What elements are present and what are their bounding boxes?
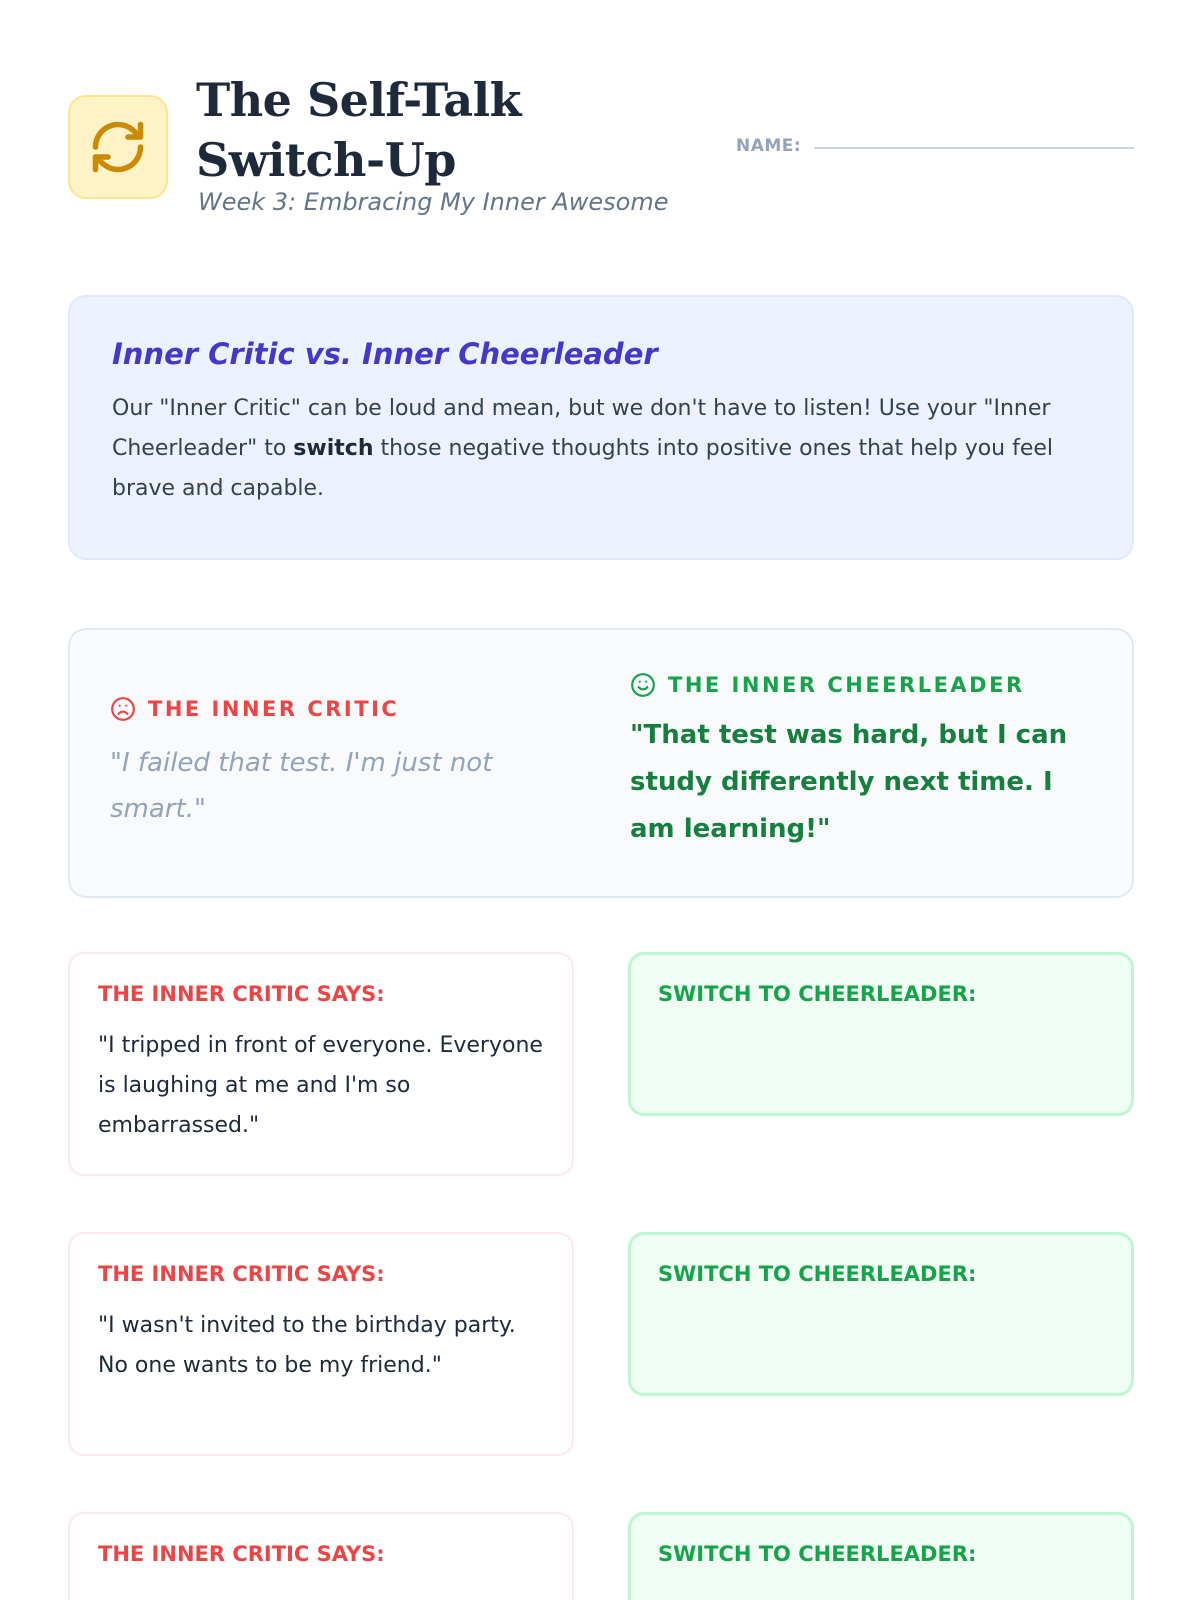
example-critic-heading xyxy=(110,696,550,722)
cheer-label: SWITCH TO CHEERLEADER: xyxy=(658,1262,977,1286)
example-critic-text: "I failed that test. I'm just not smart." xyxy=(110,748,493,824)
example-card xyxy=(68,628,1134,898)
worksheet-header xyxy=(68,70,1134,240)
cheer-label: SWITCH TO CHEERLEADER: xyxy=(658,1542,977,1566)
example-cheer-text: "That test was hard, but I can study differently next time. I am learning!" xyxy=(630,720,1068,844)
critic-quote: "I wasn't invited to the birthday party. No one wants to be my friend." xyxy=(98,1313,516,1378)
exercise-row xyxy=(68,1232,1134,1462)
intro-text-start: Our "Inner Critic" can be loud and mean, but we don't have to listen! Use your "Inner Cheerleader" to xyxy=(112,396,1051,461)
cheer-label: SWITCH TO CHEERLEADER: xyxy=(658,982,977,1006)
name-field-line[interactable] xyxy=(814,147,1134,149)
critic-label: THE INNER CRITIC SAYS: xyxy=(98,1542,385,1566)
intro-text-emphasis: switch xyxy=(293,436,374,461)
critic-card xyxy=(68,1232,574,1456)
critic-card xyxy=(68,952,574,1176)
refresh-icon xyxy=(88,117,148,177)
smile-icon xyxy=(630,672,656,698)
cheer-answer-box[interactable] xyxy=(628,1512,1134,1600)
cheer-answer-box[interactable] xyxy=(628,952,1134,1116)
frown-icon xyxy=(110,696,136,722)
example-critic xyxy=(110,696,550,832)
intro-text-end: those negative thoughts into positive ones that help you feel brave and capable. xyxy=(112,436,1054,501)
page-title: The Self-Talk Switch-Up xyxy=(196,73,522,187)
page-subtitle: Week 3: Embracing My Inner Awesome xyxy=(198,188,669,216)
intro-card xyxy=(68,295,1134,560)
cheer-answer-box[interactable] xyxy=(628,1232,1134,1396)
critic-label: THE INNER CRITIC SAYS: xyxy=(98,982,385,1006)
critic-label: THE INNER CRITIC SAYS: xyxy=(98,1262,385,1286)
example-critic-heading-label: THE INNER CRITIC xyxy=(148,697,400,721)
critic-card xyxy=(68,1512,574,1600)
example-cheer-heading-label: THE INNER CHEERLEADER xyxy=(668,673,1025,697)
example-cheerleader xyxy=(630,672,1100,853)
example-cheer-heading xyxy=(630,672,1100,698)
exercise-row xyxy=(68,952,1134,1182)
logo-badge xyxy=(68,95,168,199)
exercise-row xyxy=(68,1512,1134,1600)
critic-quote: "I tripped in front of everyone. Everyone is laughing at me and I'm so embarrassed." xyxy=(98,1033,543,1138)
intro-title: Inner Critic vs. Inner Cheerleader xyxy=(112,337,658,371)
intro-text xyxy=(112,389,1090,509)
name-label: NAME: xyxy=(736,136,802,156)
